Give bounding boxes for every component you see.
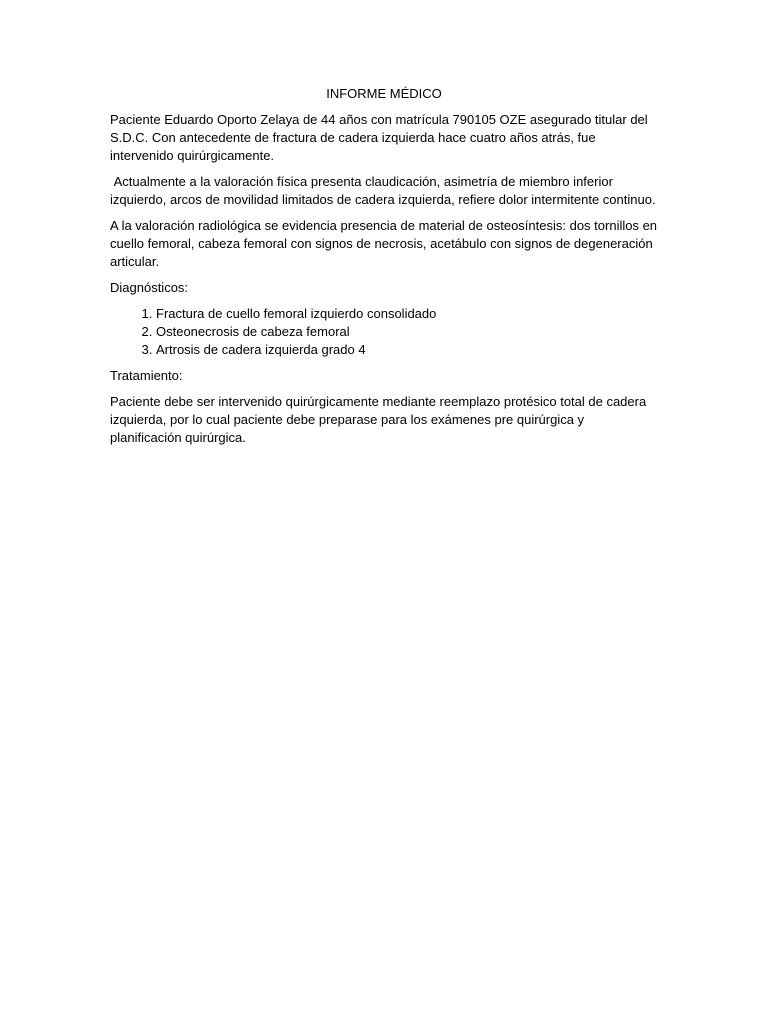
- document-body: [110, 85, 658, 455]
- treatment-heading: Tratamiento:: [110, 368, 183, 383]
- diagnosis-list: [110, 305, 658, 359]
- diagnosis-item: 1. Fractura de cuello femoral izquierdo consolidado: [156, 305, 658, 323]
- radiology-paragraph: A la valoración radiológica se evidencia presencia de material de osteosíntesis: dos tornillos en cuello femoral, cabeza femoral con signos de necrosis, acetábulo con signos de degeneración articular.: [110, 218, 658, 269]
- document-title: INFORME MÉDICO: [326, 86, 442, 101]
- treatment-paragraph: Paciente debe ser intervenido quirúrgicamente mediante reemplazo protésico total de cadera izquierda, por lo cual paciente debe preparase para los exámenes pre quirúrgica y planificación quirúrgica.: [110, 394, 647, 445]
- diagnosis-item: 3. Artrosis de cadera izquierda grado 4: [156, 341, 658, 359]
- diagnosis-heading: Diagnósticos:: [110, 280, 189, 295]
- diagnosis-item: 2. Osteonecrosis de cabeza femoral: [156, 323, 658, 341]
- patient-paragraph: Paciente Eduardo Oporto Zelaya de 44 años con matrícula 790105 OZE asegurado titular del S.D.C. Con antecedente de fractura de cadera izquierda hace cuatro años atrás, fue intervenido quirúrgicamente.: [110, 112, 648, 163]
- physical-exam-paragraph: Actualmente a la valoración física presenta claudicación, asimetría de miembro inferior izquierdo, arcos de movilidad limitados de cadera izquierda, refiere dolor intermitente continuo.: [110, 174, 656, 207]
